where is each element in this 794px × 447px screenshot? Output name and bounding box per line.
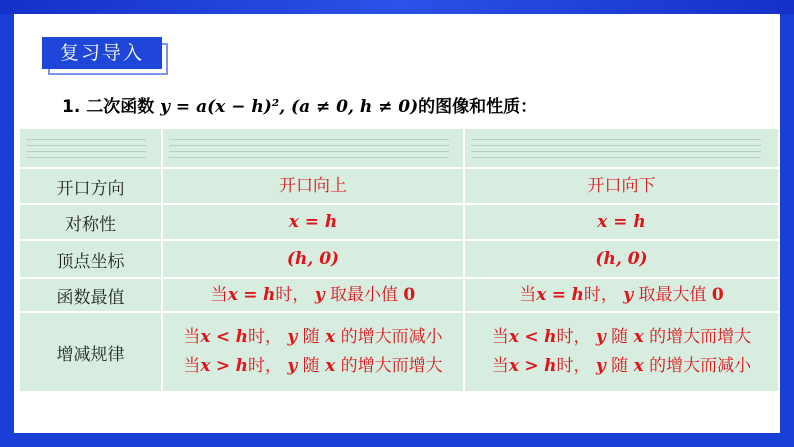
cell-text: 开口向下: [587, 175, 656, 196]
cell-text: 当x < h时， y 随 x 的增大而减小: [183, 327, 443, 347]
cell-text: 当x = h时， y 取最大值 0: [519, 284, 724, 305]
row-label: 开口方向: [19, 168, 162, 204]
heading-formula: y = a(x − h)², (a ≠ 0, h ≠ 0): [160, 97, 419, 117]
cell-text: 当x < h时， y 随 x 的增大而增大: [491, 327, 752, 347]
left-value-cell: [162, 278, 464, 312]
left-value-cell: [162, 204, 464, 240]
row-label: 函数最值: [19, 278, 162, 312]
cell-text: 当x > h时， y 随 x 的增大而增大: [183, 356, 443, 376]
table-row: [19, 168, 779, 204]
cell-text: 当x = h时， y 取最小值 0: [210, 284, 416, 305]
frame-top-bar: [0, 0, 794, 14]
ghost-header-row: [19, 128, 779, 168]
heading-suffix: 的图像和性质：: [418, 97, 538, 117]
cell-text: 开口向上: [279, 175, 347, 196]
left-value-cell: [162, 240, 464, 278]
row-label: 顶点坐标: [19, 240, 162, 278]
left-value-cell: [162, 168, 464, 204]
right-value-cell: [464, 168, 779, 204]
cell-text: x = h: [597, 211, 646, 232]
right-value-cell: [464, 204, 779, 240]
properties-table: [18, 127, 780, 393]
right-value-cell: [464, 312, 779, 392]
row-label: 对称性: [19, 204, 162, 240]
cell-text: (h, 0): [286, 248, 340, 269]
right-value-cell: [464, 278, 779, 312]
slide: [14, 14, 780, 433]
table-row: [19, 240, 779, 278]
ghost-cell: [19, 128, 162, 168]
cell-text: 当x > h时， y 随 x 的增大而减小: [491, 356, 752, 376]
table-row: [19, 312, 779, 392]
cell-text: (h, 0): [595, 248, 648, 269]
left-value-cell: [162, 312, 464, 392]
heading-prefix: 1. 二次函数: [62, 97, 161, 117]
table-row: [19, 278, 779, 312]
row-label: 增减规律: [19, 312, 162, 392]
section-tag: 复习导入: [42, 37, 162, 69]
ghost-cell: [162, 128, 464, 168]
ghost-cell: [464, 128, 779, 168]
question-heading: [62, 92, 537, 117]
right-value-cell: [464, 240, 779, 278]
table-row: [19, 204, 779, 240]
cell-text: x = h: [288, 211, 338, 232]
